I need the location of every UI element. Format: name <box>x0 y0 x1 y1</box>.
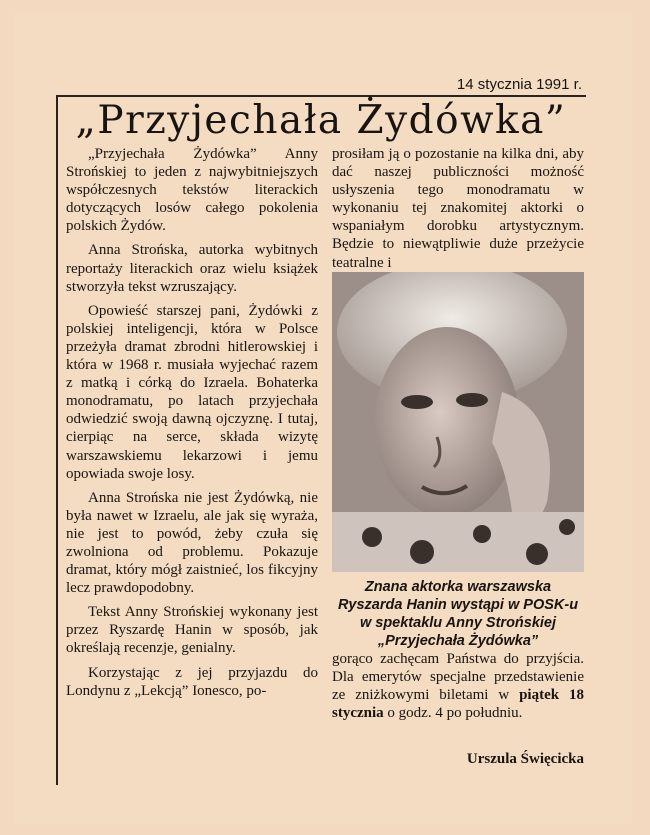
left-column <box>66 145 318 706</box>
paragraph: prosiłam ją o pozostanie na kilka dni, aby dać naszej publiczności możność usłyszenia tego monodramatu w wykonaniu tej znakomitej aktorki o wspaniałym dorobku artystycznym. Będzie to niewątpliwie duże przeżycie teatralne i <box>332 146 584 271</box>
headline: „Przyjechała Żydówka” <box>75 98 567 143</box>
text-run: gorąco zachęcam Państwa do przyjścia. Dla emerytów specjalne przedstawienie ze zniżkowymi biletami w <box>332 651 584 704</box>
photo-caption: Znana aktorka warszawska Ryszarda Hanin wystąpi w POSK-u w spektaklu Anny Strońskiej „Przyjechała Żydówka” <box>337 579 579 649</box>
text-run: o godz. 4 po południu. <box>383 705 523 722</box>
top-rule <box>56 95 586 97</box>
right-column-bottom <box>332 650 584 728</box>
bold-date: piątek 18 stycznia <box>332 687 584 722</box>
paragraph: Opowieść starszej pani, Żydówki z polskiej inteligencji, która w Polsce przeżyła dramat zbrodni hitlerowskiej i która w 1968 r. musiała wyjechać razem z matką i córką do Izraela. Bohaterka monodramatu, po latach przyjechała odwiedzić swoją dawną ojczyznę. I tutaj, cierpiąc na serce, składa wizytę warszawskiemu lekarzowi i jemu opowiada swoje losy. <box>66 302 318 482</box>
paragraph <box>332 650 584 722</box>
paragraph: „Przyjechała Żydówka” Anny Strońskiej to jeden z najwybitniejszych współczesnych tekstów literackich dotyczących losów całego pokolenia polskich Żydów. <box>66 146 318 235</box>
author-signature: Urszula Święcicka <box>466 751 584 767</box>
paragraph: Tekst Anny Strońskiej wykonany jest przez Ryszardę Hanin w sposób, jak określają recenzje, genialny. <box>66 604 318 657</box>
paragraph: Korzystając z jej przyjazdu do Londynu z „Lekcją” Ionesco, po- <box>66 664 318 699</box>
publication-date: 14 stycznia 1991 r. <box>456 76 582 93</box>
portrait-photo-graphic <box>332 272 584 572</box>
right-column-top <box>332 145 584 278</box>
paragraph: Anna Strońska nie jest Żydówką, nie była nawet w Izraelu, ale jak się wyraża, nie jest to powód, żeby czuła się zwolniona od problemu. Pokazuje dramat, który mógł zaistnieć, los fikcyjny lecz prawdopodobny. <box>66 489 318 597</box>
portrait-photo <box>332 272 584 572</box>
paragraph: Anna Strońska, autorka wybitnych reportaży literackich oraz wielu książek stworzyła tekst wzruszający. <box>66 242 318 295</box>
left-rule <box>56 95 58 785</box>
